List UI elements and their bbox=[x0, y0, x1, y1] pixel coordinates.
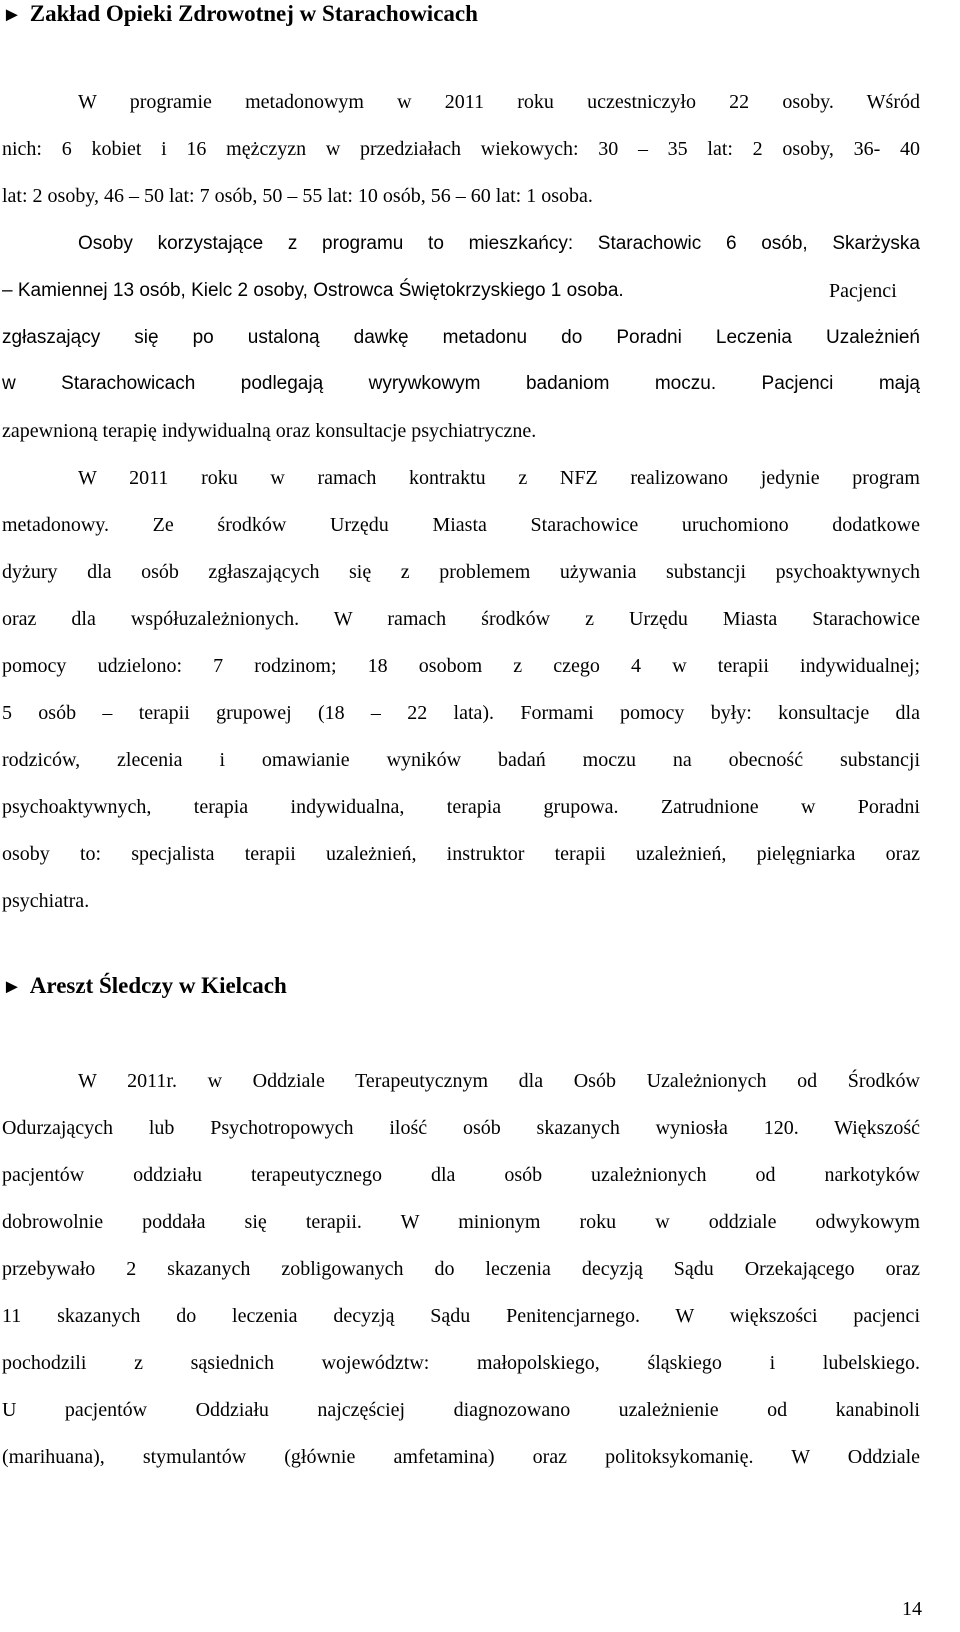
paragraph-line: W 2011r. w Oddziale Terapeutycznym dla Osób Uzależnionych od Środków bbox=[78, 1070, 920, 1092]
arrow-marker-icon: ► bbox=[2, 976, 22, 998]
paragraph-line: pomocy udzielono: 7 rodzinom; 18 osobom z czego 4 w terapii indywidualnej; bbox=[2, 655, 920, 677]
paragraph-line: W programie metadonowym w 2011 roku uczestniczyło 22 osoby. Wśród bbox=[78, 91, 920, 113]
paragraph-line: oraz dla współuzależnionych. W ramach środków z Urzędu Miasta Starachowice bbox=[2, 608, 920, 630]
paragraph-line: 5 osób – terapii grupowej (18 – 22 lata). Formami pomocy były: konsultacje dla bbox=[2, 702, 920, 724]
section-heading-text: Zakład Opieki Zdrowotnej w Starachowicach bbox=[29, 1, 478, 26]
paragraph-line: psychiatra. bbox=[2, 890, 90, 912]
paragraph-line: pacjentów oddziału terapeutycznego dla osób uzależnionych od narkotyków bbox=[2, 1164, 920, 1186]
paragraph-line: pochodzili z sąsiednich województw: małopolskiego, śląskiego i lubelskiego. bbox=[2, 1352, 920, 1374]
paragraph-line: 11 skazanych do leczenia decyzją Sądu Penitencjarnego. W większości pacjenci bbox=[2, 1305, 920, 1327]
paragraph-line: zapewnioną terapię indywidualną oraz konsultacje psychiatryczne. bbox=[2, 420, 537, 442]
paragraph-line: nich: 6 kobiet i 16 mężczyzn w przedziałach wiekowych: 30 – 35 lat: 2 osoby, 36- 40 bbox=[2, 138, 920, 160]
paragraph-line: U pacjentów Oddziału najczęściej diagnozowano uzależnienie od kanabinoli bbox=[2, 1399, 920, 1421]
paragraph-line: rodziców, zlecenia i omawianie wyników badań moczu na obecność substancji bbox=[2, 749, 920, 771]
section-heading-areszt bbox=[2, 972, 287, 1001]
paragraph-line: w Starachowicach podlegają wyrywkowym badaniom moczu. Pacjenci mają bbox=[2, 373, 920, 394]
paragraph-line: Osoby korzystające z programu to mieszkańcy: Starachowic 6 osób, Skarżyska bbox=[78, 233, 920, 254]
paragraph-line: lat: 2 osoby, 46 – 50 lat: 7 osób, 50 – 55 lat: 10 osób, 56 – 60 lat: 1 osoba. bbox=[2, 185, 593, 207]
paragraph-line: (marihuana), stymulantów (głównie amfetamina) oraz politoksykomanię. W Oddziale bbox=[2, 1446, 920, 1468]
paragraph-line: Odurzających lub Psychotropowych ilość osób skazanych wyniosła 120. Większość bbox=[2, 1117, 920, 1139]
paragraph-line: dyżury dla osób zgłaszających się z problemem używania substancji psychoaktywnych bbox=[2, 561, 920, 583]
paragraph-line: W 2011 roku w ramach kontraktu z NFZ realizowano jedynie program bbox=[78, 467, 920, 489]
paragraph-line: psychoaktywnych, terapia indywidualna, terapia grupowa. Zatrudnione w Poradni bbox=[2, 796, 920, 818]
section-heading-text: Areszt Śledczy w Kielcach bbox=[29, 973, 287, 998]
paragraph-line: dobrowolnie poddała się terapii. W minionym roku w oddziale odwykowym bbox=[2, 1211, 920, 1233]
paragraph-line: Pacjenci bbox=[829, 280, 897, 302]
arrow-marker-icon: ► bbox=[2, 4, 22, 26]
paragraph-line: metadonowy. Ze środków Urzędu Miasta Starachowice uruchomiono dodatkowe bbox=[2, 514, 920, 536]
page-number: 14 bbox=[902, 1598, 922, 1620]
paragraph-line: przebywało 2 skazanych zobligowanych do leczenia decyzją Sądu Orzekającego oraz bbox=[2, 1258, 920, 1280]
section-heading-zoz bbox=[2, 0, 478, 29]
paragraph-line: osoby to: specjalista terapii uzależnień, instruktor terapii uzależnień, pielęgniarka oraz bbox=[2, 843, 920, 865]
paragraph-line: zgłaszający się po ustaloną dawkę metadonu do Poradni Leczenia Uzależnień bbox=[2, 327, 920, 348]
paragraph-line: – Kamiennej 13 osób, Kielc 2 osoby, Ostrowca Świętokrzyskiego 1 osoba. bbox=[2, 280, 624, 301]
